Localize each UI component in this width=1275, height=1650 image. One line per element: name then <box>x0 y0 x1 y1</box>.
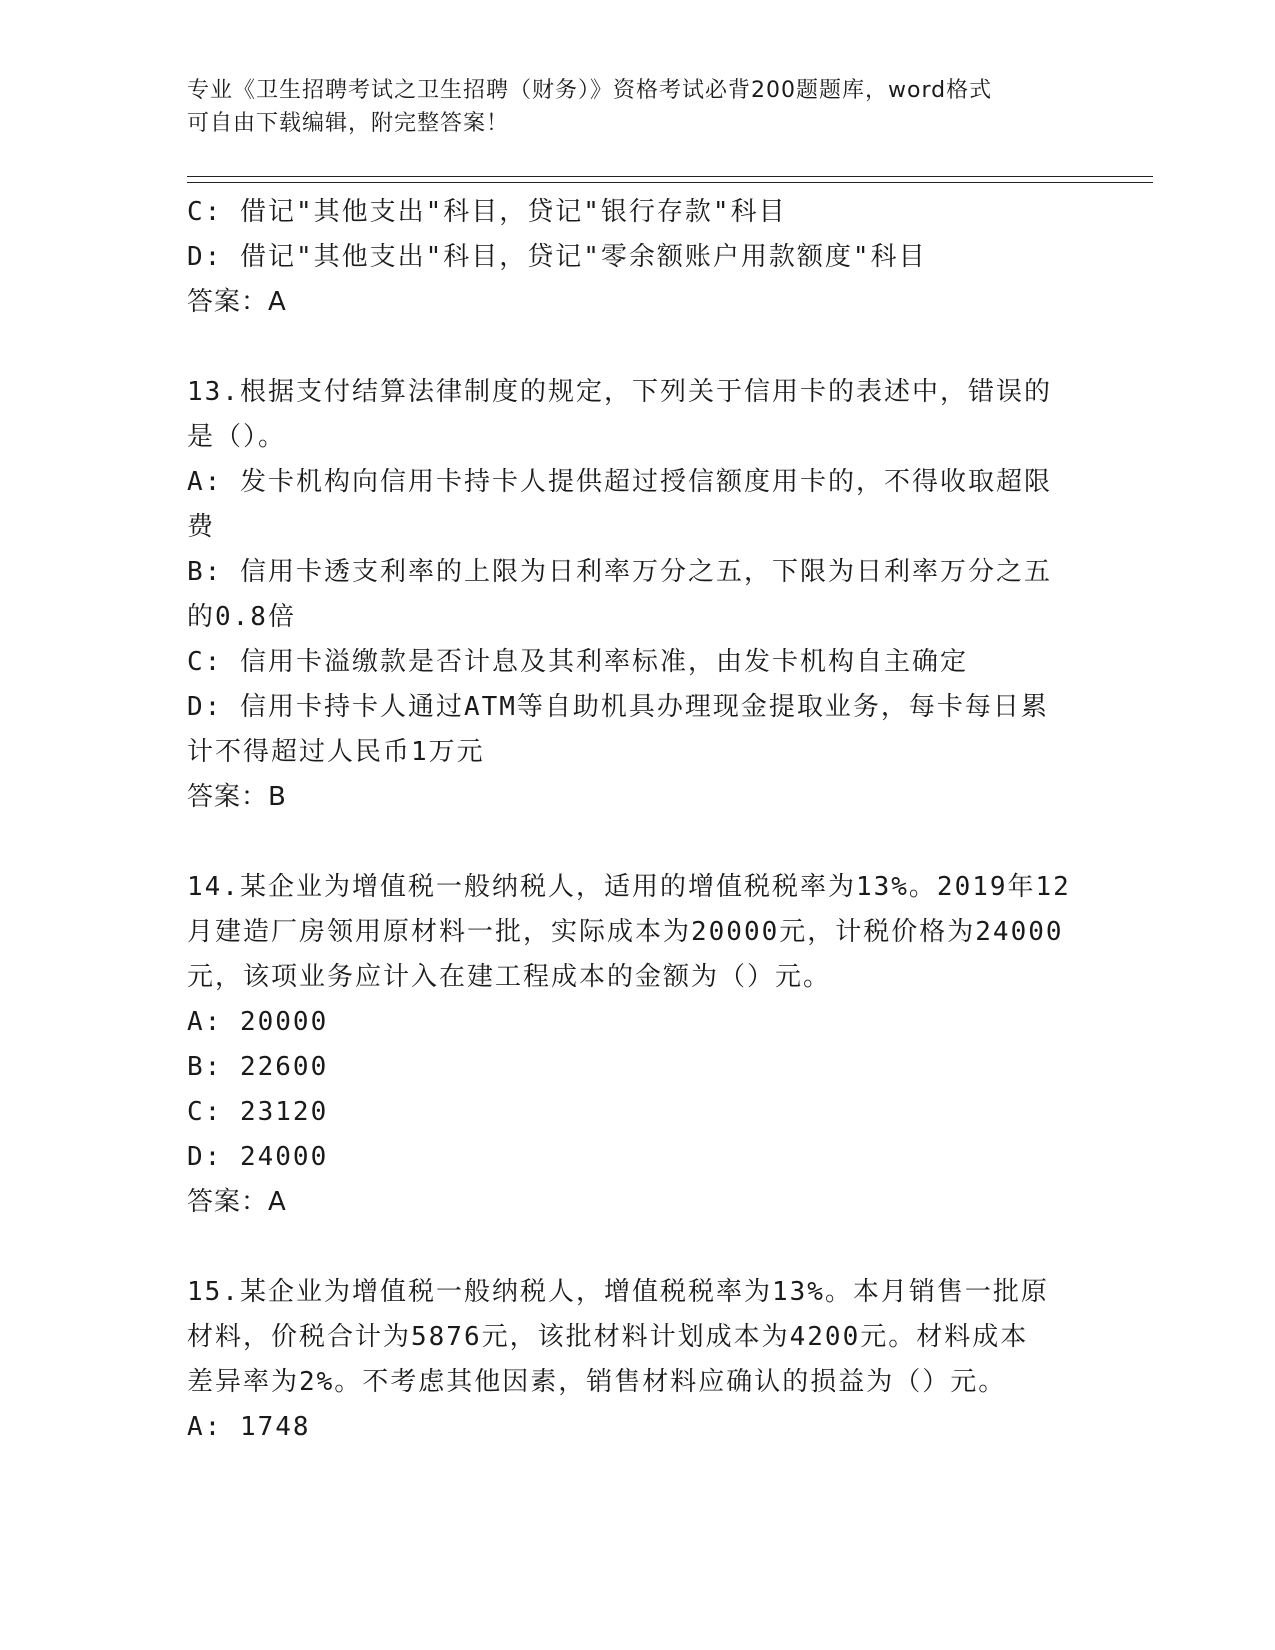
option-b-continued: 的0.8倍 <box>187 602 296 632</box>
option-c: C: 信用卡溢缴款是否计息及其利率标准，由发卡机构自主确定 <box>187 647 968 677</box>
option-c: C: 23120 <box>187 1097 329 1127</box>
answer: 答案：A <box>187 1187 287 1217</box>
question-stem: 元，该项业务应计入在建工程成本的金额为（）元。 <box>187 962 832 992</box>
option-a-continued: 费 <box>187 512 216 542</box>
question-stem: 是（）。 <box>187 422 287 452</box>
question-15 <box>187 1270 1087 1450</box>
question-stem: 月建造厂房领用原材料一批，实际成本为20000元，计税价格为24000 <box>187 917 1064 947</box>
question-stem: 15.某企业为增值税一般纳税人，增值税税率为13%。本月销售一批原 <box>187 1277 1049 1307</box>
spacer <box>187 325 1087 370</box>
header-divider-top <box>187 176 1153 177</box>
option-b: B: 信用卡透支利率的上限为日利率万分之五，下限为日利率万分之五 <box>187 557 1052 587</box>
document-header <box>187 74 1087 140</box>
question-stem: 14.某企业为增值税一般纳税人，适用的增值税税率为13%。2019年12 <box>187 872 1071 902</box>
spacer <box>187 820 1087 865</box>
question-13 <box>187 370 1087 820</box>
option-d: D: 借记"其他支出"科目，贷记"零余额账户用款额度"科目 <box>187 242 927 272</box>
option-d: D: 24000 <box>187 1142 329 1172</box>
question-14 <box>187 865 1087 1225</box>
spacer <box>187 1225 1087 1270</box>
question-stem: 差异率为2%。不考虑其他因素，销售材料应确认的损益为（）元。 <box>187 1367 1007 1397</box>
header-line-2: 可自由下载编辑，附完整答案！ <box>187 111 510 136</box>
header-divider-bottom <box>187 182 1153 183</box>
header-line-1: 专业《卫生招聘考试之卫生招聘（财务）》资格考试必背200题题库，word格式 <box>187 78 993 103</box>
answer: 答案：A <box>187 287 287 317</box>
question-stem: 13.根据支付结算法律制度的规定，下列关于信用卡的表述中，错误的 <box>187 377 1052 407</box>
document-body <box>187 190 1087 1450</box>
option-b: B: 22600 <box>187 1052 329 1082</box>
option-a: A: 发卡机构向信用卡持卡人提供超过授信额度用卡的，不得收取超限 <box>187 467 1052 497</box>
option-d-continued: 计不得超过人民币1万元 <box>187 737 485 767</box>
option-d: D: 信用卡持卡人通过ATM等自助机具办理现金提取业务，每卡每日累 <box>187 692 1049 722</box>
question-stem: 材料，价税合计为5876元，该批材料计划成本为4200元。材料成本 <box>187 1322 1029 1352</box>
answer: 答案：B <box>187 782 287 812</box>
option-a: A: 1748 <box>187 1412 311 1442</box>
option-c: C: 借记"其他支出"科目，贷记"银行存款"科目 <box>187 197 787 227</box>
question-12-tail <box>187 190 1087 325</box>
option-a: A: 20000 <box>187 1007 329 1037</box>
